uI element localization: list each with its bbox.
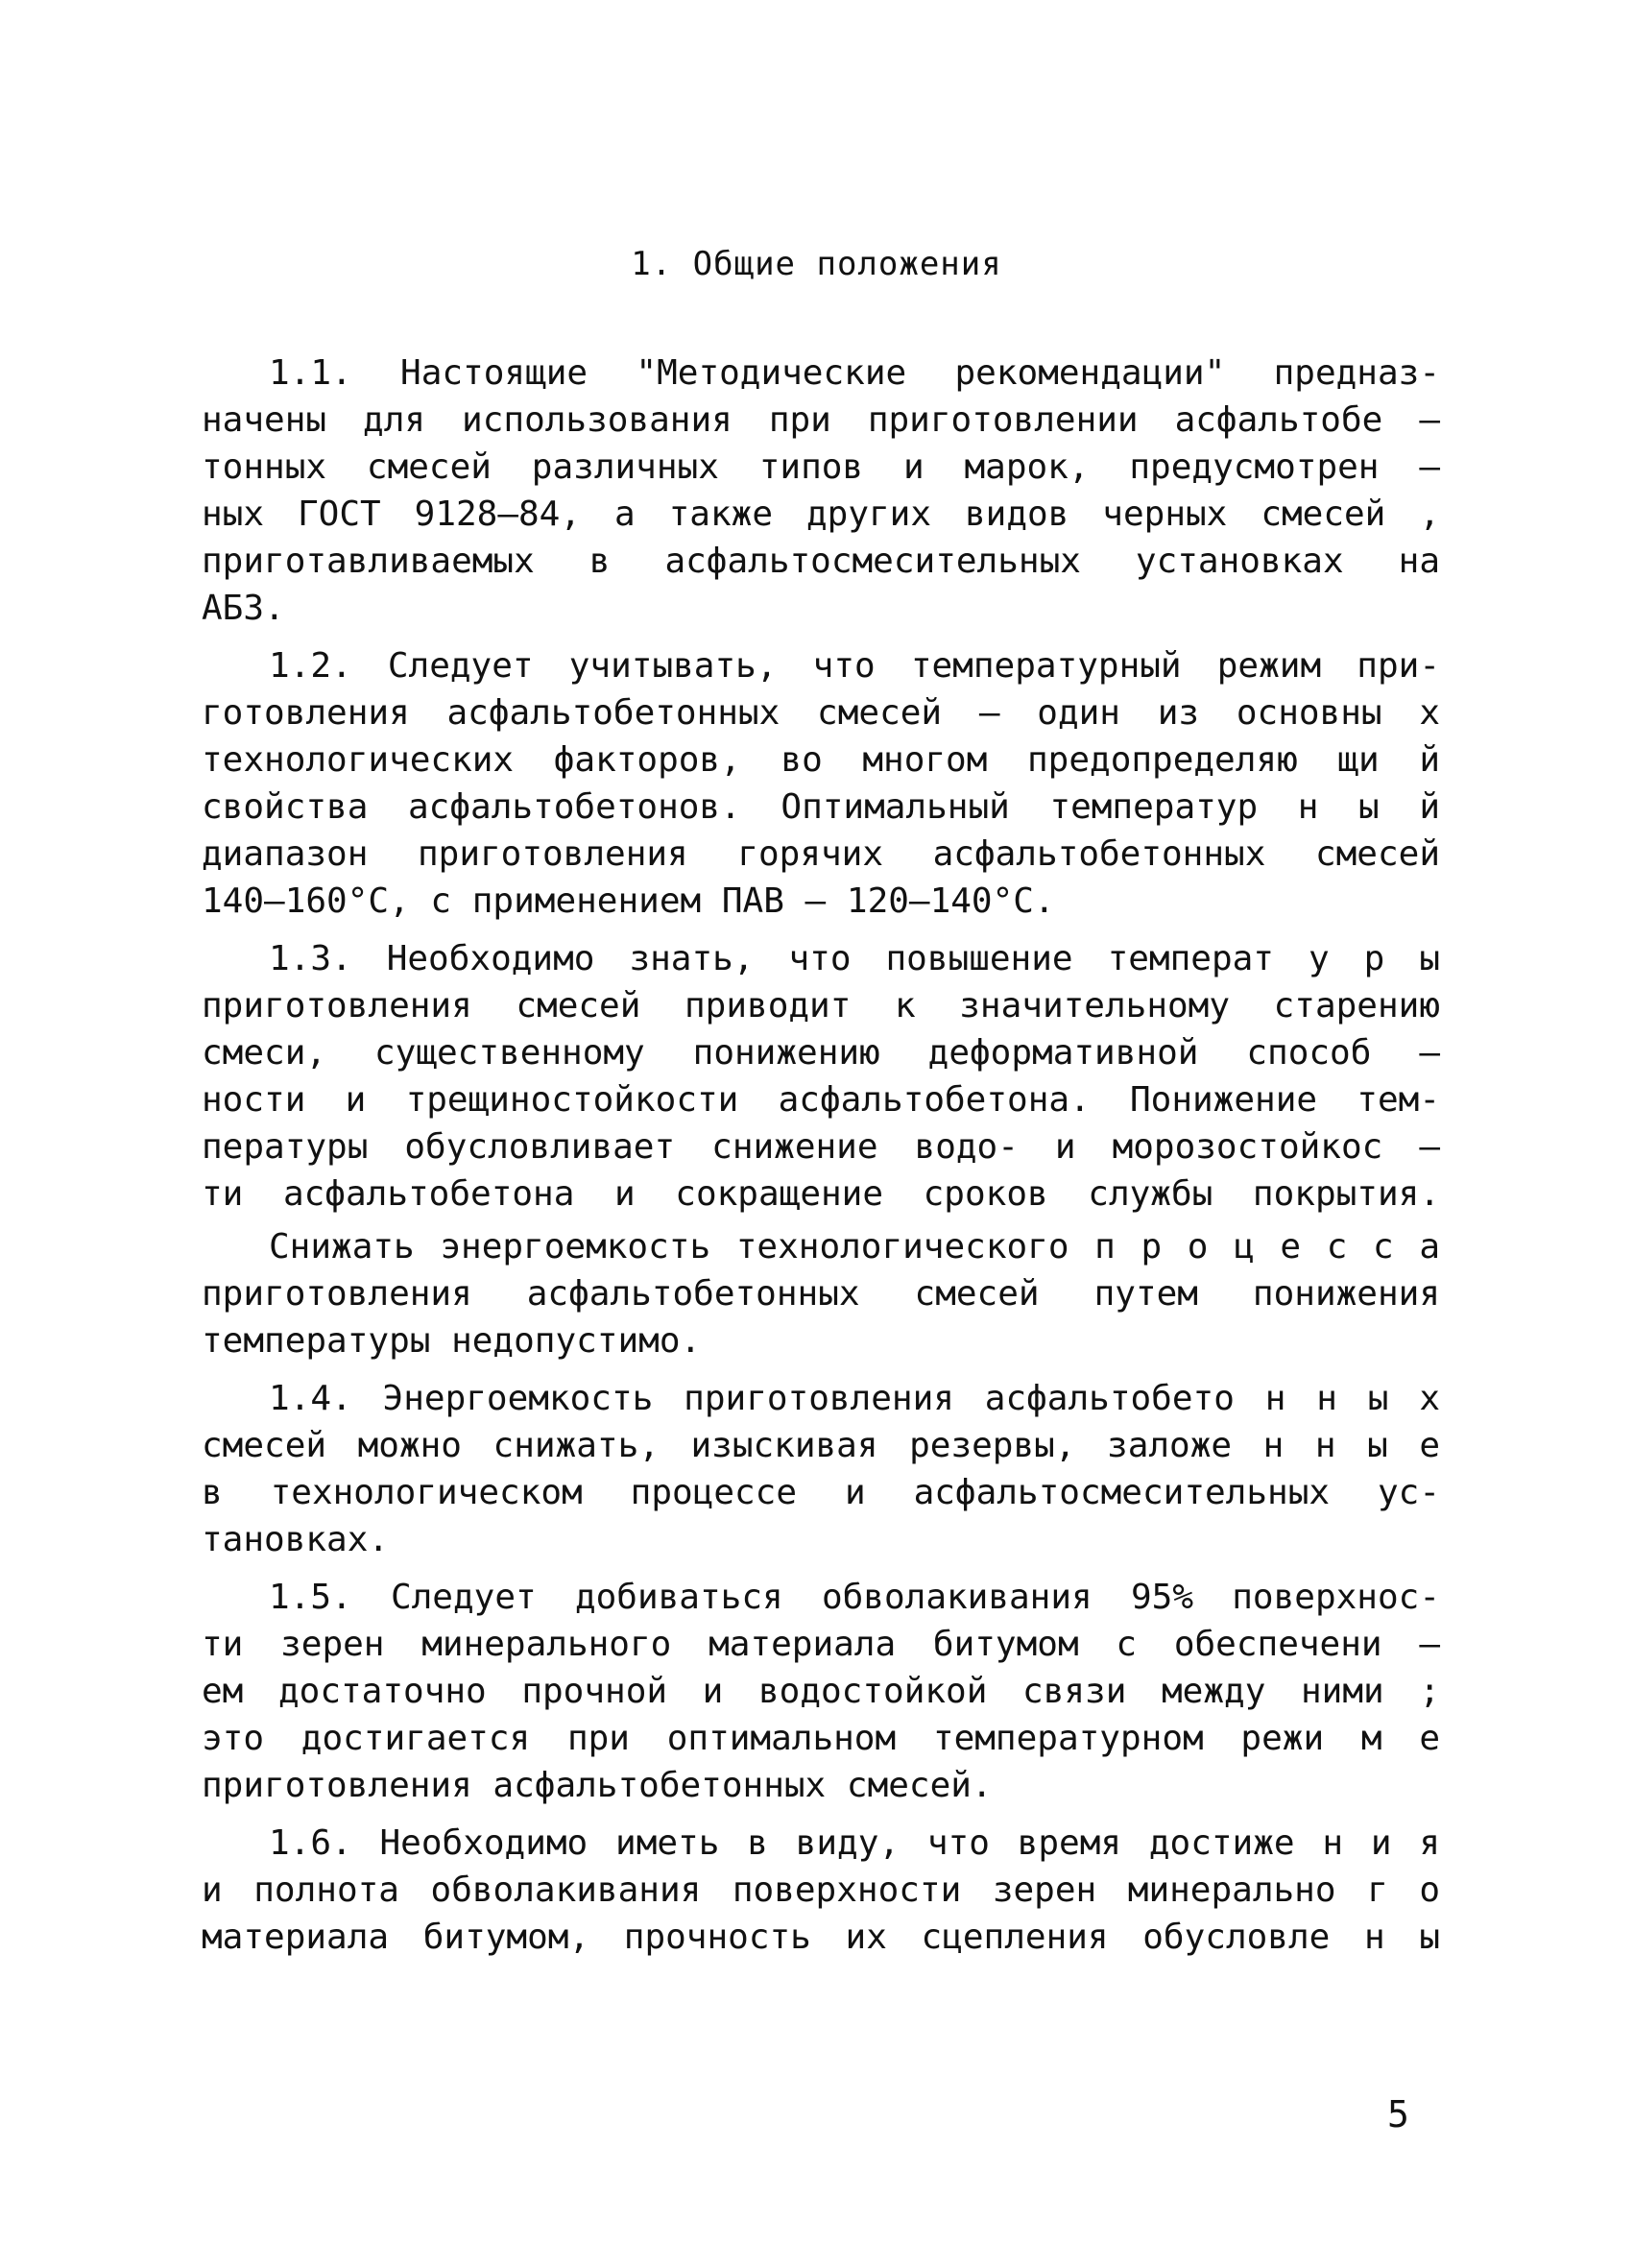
paragraph-line: 1.2. Следует учитывать, что температурный режим при-	[269, 646, 1440, 686]
paragraph-line: начены для использования при приготовлении асфальтобе –	[202, 400, 1440, 440]
paragraph-line: приготовления смесей приводит к значительному старению	[202, 986, 1440, 1025]
paragraph-line: технологических факторов, во многом предопределяю щи й	[202, 740, 1440, 780]
paragraph-line: тановках.	[202, 1520, 390, 1559]
paragraph-line: 1.3. Необходимо знать, что повышение температ у р ы	[269, 939, 1440, 978]
paragraph-line: 1.1. Настоящие "Методические рекомендации" предназ-	[269, 353, 1440, 393]
paragraph-line: 1.5. Следует добиваться обволакивания 95% поверхнос-	[269, 1578, 1440, 1617]
paragraph-line: температуры недопустимо.	[202, 1321, 702, 1361]
paragraph-line: пературы обусловливает снижение водо- и морозостойкос –	[202, 1127, 1440, 1167]
paragraph-line: приготовления асфальтобетонных смесей путем понижения	[202, 1274, 1440, 1314]
paragraph-line: смеси, существенному понижению деформативной способ –	[202, 1033, 1440, 1073]
paragraph-line: Снижать энергоемкость технологического п р о ц е с с а	[269, 1227, 1440, 1267]
paragraph-line: это достигается при оптимальном температурном режи м е	[202, 1719, 1440, 1758]
paragraph-line: тонных смесей различных типов и марок, предусмотрен –	[202, 447, 1440, 487]
paragraph-line: 140–160°С, с применением ПАВ – 120–140°С.	[202, 881, 1055, 921]
paragraph-line: и полнота обволакивания поверхности зерен минерально г о	[202, 1870, 1440, 1910]
paragraph-line: ем достаточно прочной и водостойкой связи между ними ;	[202, 1672, 1440, 1711]
paragraph-line: ти зерен минерального материала битумом с обеспечени –	[202, 1625, 1440, 1664]
paragraph-line: АБЗ.	[202, 589, 285, 628]
paragraph-line: смесей можно снижать, изыскивая резервы, заложе н н ы е	[202, 1426, 1440, 1465]
paragraph-line: 1.4. Энергоемкость приготовления асфальтобето н н ы х	[269, 1379, 1440, 1418]
paragraph-line: 1.6. Необходимо иметь в виду, что время достиже н и я	[269, 1823, 1440, 1863]
paragraph-line: материала битумом, прочность их сцепления обусловле н ы	[202, 1918, 1440, 1957]
paragraph-line: ти асфальтобетона и сокращение сроков службы покрытия.	[202, 1174, 1440, 1214]
paragraph-line: готовления асфальтобетонных смесей – один из основны х	[202, 693, 1440, 733]
section-heading: 1. Общие положения	[631, 245, 1002, 283]
paragraph-line: свойства асфальтобетонов. Оптимальный температур н ы й	[202, 787, 1440, 827]
paragraph-line: диапазон приготовления горячих асфальтобетонных смесей	[202, 834, 1440, 874]
paragraph-line: приготовления асфальтобетонных смесей.	[202, 1766, 993, 1805]
paragraph-line: ности и трещиностойкости асфальтобетона. Понижение тем-	[202, 1080, 1440, 1120]
page-number: 5	[1387, 2093, 1409, 2135]
paragraph-line: приготавливаемых в асфальтосмесительных установках на	[202, 542, 1440, 581]
paragraph-line: ных ГОСТ 9128–84, а также других видов черных смесей ,	[202, 495, 1440, 534]
paragraph-line: в технологическом процессе и асфальтосмесительных ус-	[202, 1473, 1440, 1512]
